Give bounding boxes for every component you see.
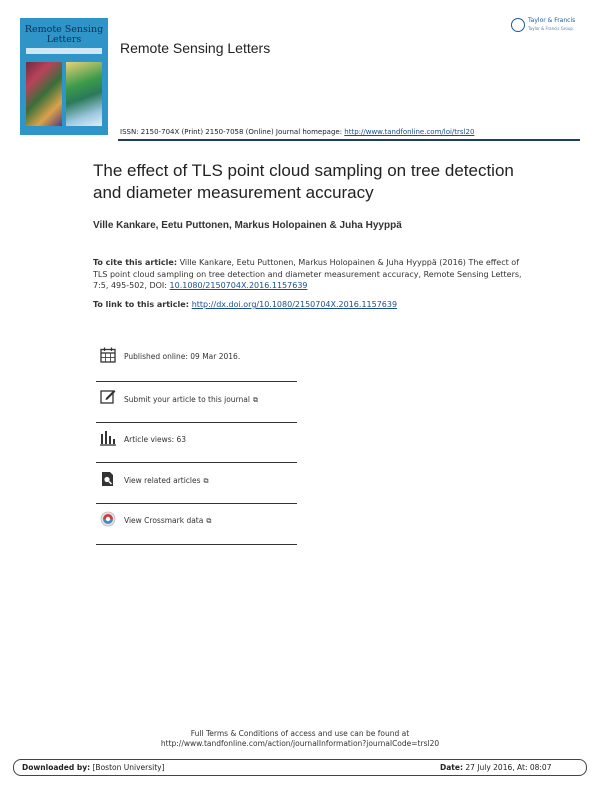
downloaded-by <box>22 763 165 772</box>
metrics-divider <box>96 422 297 423</box>
related-articles-row[interactable] <box>96 466 296 506</box>
article-views-text: Article views: 63 <box>124 435 187 444</box>
bar-chart-icon <box>100 430 116 446</box>
external-link-icon: ⧉ <box>206 517 212 525</box>
download-date-value: 27 July 2016, At: 08:07 <box>462 763 552 772</box>
download-date-label: Date: <box>440 763 463 772</box>
citation-block <box>93 257 533 292</box>
search-document-icon <box>100 471 116 487</box>
related-articles-link[interactable] <box>124 476 209 486</box>
submit-article-row[interactable] <box>96 384 296 424</box>
citation-text: Ville Kankare, Eetu Puttonen, Markus Holopainen & Juha Hyyppä (2016) The effect of TLS point cloud sampling on tree detection and diameter measurement accuracy, Remote Sensing Letters, 7:5, 495-502, DOI: <box>93 258 522 290</box>
publisher-logo-subtext: Taylor & Francis Group <box>528 26 573 31</box>
crossmark-icon <box>100 511 116 527</box>
published-online-text: Published online: 09 Mar 2016. <box>124 352 241 361</box>
header-divider <box>118 139 580 141</box>
related-articles-text: View related articles <box>124 476 201 485</box>
metrics-divider <box>96 381 297 382</box>
edit-icon <box>100 388 116 404</box>
publisher-logo-icon <box>511 18 525 32</box>
terms-text: Full Terms & Conditions of access and use can be found at <box>190 729 410 738</box>
cover-image-right <box>66 62 102 126</box>
journal-cover-image <box>20 18 108 135</box>
downloaded-by-label: Downloaded by: <box>22 763 91 772</box>
external-link-icon: ⧉ <box>252 396 258 404</box>
citation-label: To cite this article: <box>93 258 178 267</box>
issn-text: ISSN: 2150-704X (Print) 2150-7058 (Online) Journal homepage: <box>120 128 345 136</box>
cover-title-line1: Remote Sensing <box>24 24 104 35</box>
journal-title: Remote Sensing Letters <box>120 40 271 56</box>
submit-article-text: Submit your article to this journal <box>124 395 250 404</box>
issn-line <box>120 128 474 136</box>
cover-title <box>22 25 106 45</box>
crossmark-text: View Crossmark data <box>124 516 204 525</box>
article-title: The effect of TLS point cloud sampling on tree detection and diameter measurement accuracy <box>93 161 514 202</box>
published-online-row <box>96 342 296 382</box>
cover-subtitle-band <box>26 48 102 54</box>
terms-link[interactable]: http://www.tandfonline.com/action/journalInformation?journalCode=trsl20 <box>160 739 440 748</box>
publisher-logo-text: Taylor & Francis <box>528 17 576 24</box>
metrics-divider <box>96 462 297 463</box>
article-authors: Ville Kankare, Eetu Puttonen, Markus Holopainen & Juha Hyyppä <box>93 220 402 231</box>
downloaded-by-value: [Boston University] <box>90 763 165 772</box>
link-to-article <box>93 300 397 309</box>
link-label: To link to this article: <box>93 300 192 309</box>
cover-title-line2: Letters <box>46 34 82 45</box>
article-doi-link[interactable]: http://dx.doi.org/10.1080/2150704X.2016.1157639 <box>191 300 398 309</box>
journal-homepage-link[interactable]: http://www.tandfonline.com/loi/trsl20 <box>344 128 475 136</box>
cover-image-left <box>26 62 62 126</box>
calendar-icon <box>100 347 116 363</box>
metrics-divider <box>96 544 297 545</box>
crossmark-row[interactable] <box>96 506 296 546</box>
download-date <box>440 763 551 772</box>
submit-article-link[interactable] <box>124 395 258 405</box>
article-views-row <box>96 425 296 465</box>
metrics-divider <box>96 503 297 504</box>
crossmark-link[interactable] <box>124 516 211 526</box>
citation-doi-link[interactable]: 10.1080/2150704X.2016.1157639 <box>169 281 308 290</box>
external-link-icon: ⧉ <box>203 477 209 485</box>
